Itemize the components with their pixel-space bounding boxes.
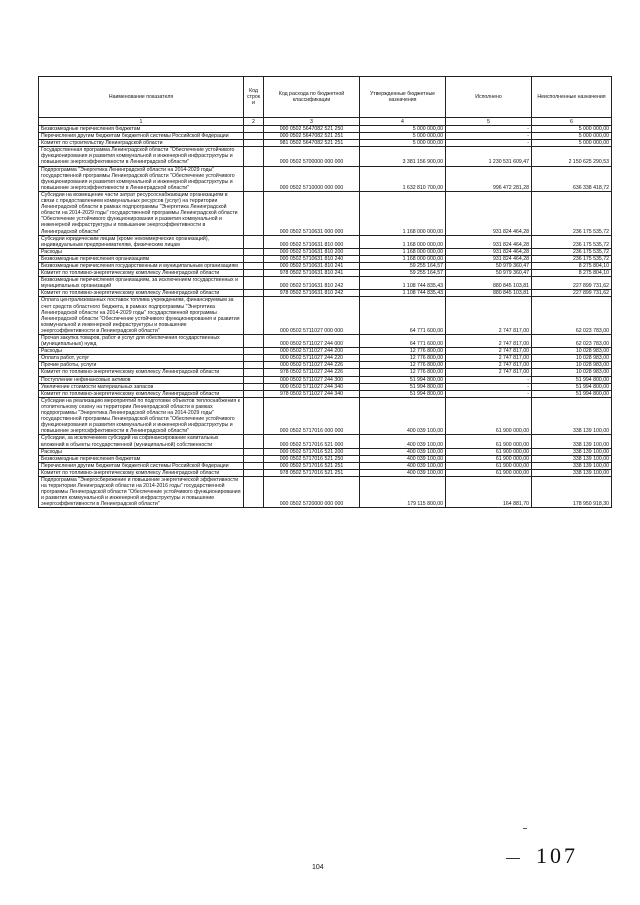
row-name: Оплата централизованных поставок топлива учреждениям, финансируемым за счет средств областного бюджета, в рамках подпрограммы "Энергетика Ленинградской области на 2014-2029 годы" государственной программы Ленинградской области "Обеспечение устойчивого функционирования и развития коммунальной и инженерной инфраструктуры и повышение энергоэффективности в Ленинградской области" <box>39 297 244 335</box>
row-approved: 51 994 800,00 <box>360 383 446 390</box>
table-row <box>39 448 612 455</box>
row-executed: 931 824 464,28 <box>446 191 532 235</box>
row-line-code <box>244 277 264 290</box>
row-approved: 51 994 800,00 <box>360 376 446 383</box>
table-row <box>39 126 612 133</box>
table-row <box>39 147 612 166</box>
row-expense-code: 000 0502 5711027 244 340 <box>264 383 360 390</box>
page-number: 104 <box>312 864 324 871</box>
row-remaining: 338 139 100,00 <box>532 435 612 448</box>
row-remaining: 51 994 800,00 <box>532 390 612 397</box>
row-executed: 880 845 103,81 <box>446 290 532 297</box>
row-name: Расходы <box>39 448 244 455</box>
row-remaining: 236 175 535,72 <box>532 248 612 255</box>
header-row-code: Код строк и <box>244 77 264 118</box>
column-number: 6 <box>532 118 612 126</box>
row-name: Комитет по топливно-энергетическому комплексу Ленинградской области <box>39 369 244 376</box>
row-executed: 61 900 000,00 <box>446 397 532 435</box>
row-approved: 400 039 100,00 <box>360 435 446 448</box>
row-remaining: 227 899 731,62 <box>532 277 612 290</box>
table-row <box>39 455 612 462</box>
row-line-code <box>244 362 264 369</box>
table-row <box>39 297 612 335</box>
row-line-code <box>244 290 264 297</box>
column-number: 2 <box>244 118 264 126</box>
row-expense-code: 978 0502 5710631 810 241 <box>264 270 360 277</box>
table-row <box>39 469 612 476</box>
row-executed: - <box>446 390 532 397</box>
row-line-code <box>244 133 264 140</box>
row-approved: 400 039 100,00 <box>360 455 446 462</box>
row-executed: 50 979 360,47 <box>446 270 532 277</box>
table-row <box>39 270 612 277</box>
row-executed: 61 900 000,00 <box>446 469 532 476</box>
column-number: 1 <box>39 118 244 126</box>
row-approved: 12 776 800,00 <box>360 355 446 362</box>
row-remaining: 338 139 100,00 <box>532 448 612 455</box>
row-approved: 12 776 800,00 <box>360 369 446 376</box>
row-approved: 1 632 810 700,00 <box>360 166 446 191</box>
row-expense-code: 000 0502 5710631 810 200 <box>264 248 360 255</box>
row-expense-code: 978 0502 5717016 521 251 <box>264 469 360 476</box>
header-expense-code: Код расхода по бюджетной классификации <box>264 77 360 118</box>
table-row <box>39 191 612 235</box>
row-name: Прочие работы, услуги <box>39 362 244 369</box>
row-name: Перечисления другим бюджетам бюджетной системы Российской Федерации <box>39 133 244 140</box>
row-executed: 61 900 000,00 <box>446 455 532 462</box>
header-executed: Исполнено <box>446 77 532 118</box>
row-approved: 1 168 000 000,00 <box>360 255 446 262</box>
table-row <box>39 255 612 262</box>
row-remaining: 51 994 800,00 <box>532 383 612 390</box>
row-expense-code: 000 0502 5720000 000 000 <box>264 476 360 507</box>
row-line-code <box>244 335 264 348</box>
row-remaining: 2 150 625 290,53 <box>532 147 612 166</box>
header-approved: Утвержденные бюджетные назначения <box>360 77 446 118</box>
table-row <box>39 277 612 290</box>
sheet-stamp-number: 107 <box>536 843 578 868</box>
row-name: Поступление нефинансовых активов <box>39 376 244 383</box>
row-approved: 5 000 000,00 <box>360 126 446 133</box>
row-remaining: 10 028 983,00 <box>532 369 612 376</box>
row-line-code <box>244 448 264 455</box>
row-approved: 12 776 800,00 <box>360 362 446 369</box>
row-name: Увеличение стоимости материальных запасов <box>39 383 244 390</box>
budget-execution-table <box>38 76 612 508</box>
row-approved: 59 255 164,57 <box>360 262 446 269</box>
row-line-code <box>244 191 264 235</box>
row-expense-code: 000 0502 5700000 000 000 <box>264 147 360 166</box>
row-expense-code: 000 0502 5710631 810 241 <box>264 262 360 269</box>
row-remaining: 8 275 804,10 <box>532 270 612 277</box>
row-expense-code: 000 0502 5711027 244 226 <box>264 362 360 369</box>
row-name: Безвозмездные перечисления организациям, за исключением государственных и муниципальных организаций <box>39 277 244 290</box>
table-row <box>39 397 612 435</box>
row-executed: 996 472 281,28 <box>446 166 532 191</box>
row-remaining: 10 028 983,00 <box>532 355 612 362</box>
table-row <box>39 369 612 376</box>
row-approved: 12 776 800,00 <box>360 348 446 355</box>
table-row <box>39 133 612 140</box>
row-remaining: 636 338 418,72 <box>532 166 612 191</box>
row-expense-code: 000 0502 5710631 810 242 <box>264 277 360 290</box>
row-name: Субсидии на возмещение части затрат ресурсоснабжающим организациям в связи с предоставлением коммунальных ресурсов (услуг) на территории Ленинградской области в рамках подпрограммы "Энергетика Ленинградской области на 2014-2029 годы" государственной программы Ленинградской области "Обеспечение устойчивого функционирования и развития коммунальной и инженерной инфраструктуры и повышение энергоэффективности в Ленинградской области" <box>39 191 244 235</box>
row-approved: 400 039 100,00 <box>360 462 446 469</box>
row-executed: - <box>446 140 532 147</box>
row-name: Субсидии юридическим лицам (кроме некоммерческих организаций), индивидуальным предпринимателям, физическим лицам <box>39 235 244 248</box>
row-approved: 64 771 600,00 <box>360 335 446 348</box>
budget-table-sheet <box>38 76 611 508</box>
row-expense-code: 000 0502 5710631 810 240 <box>264 255 360 262</box>
table-row <box>39 166 612 191</box>
row-line-code <box>244 435 264 448</box>
row-line-code <box>244 397 264 435</box>
row-approved: 179 115 800,00 <box>360 476 446 507</box>
row-approved: 400 039 100,00 <box>360 469 446 476</box>
row-executed: 931 824 464,28 <box>446 235 532 248</box>
row-executed: 61 900 000,00 <box>446 462 532 469</box>
row-remaining: 62 023 783,00 <box>532 297 612 335</box>
row-approved: 1 108 744 835,43 <box>360 277 446 290</box>
row-expense-code: 000 0502 5710631 000 000 <box>264 191 360 235</box>
row-expense-code: 000 0502 5711027 000 000 <box>264 297 360 335</box>
row-expense-code: 978 0502 5711027 244 226 <box>264 369 360 376</box>
row-expense-code: 000 0502 5647082 521 251 <box>264 133 360 140</box>
row-expense-code: 000 0502 5717016 521 251 <box>264 462 360 469</box>
row-expense-code: 000 0502 5717016 521 000 <box>264 435 360 448</box>
table-row <box>39 435 612 448</box>
row-name: Комитет по топливно-энергетическому комплексу Ленинградской области <box>39 469 244 476</box>
row-approved: 5 000 000,00 <box>360 140 446 147</box>
row-name: Комитет по топливно-энергетическому комплексу Ленинградской области <box>39 290 244 297</box>
row-executed: 2 747 817,00 <box>446 348 532 355</box>
row-line-code <box>244 248 264 255</box>
row-line-code <box>244 469 264 476</box>
row-name: Субсидии, за исключением субсидий на софинансирование капитальных вложений в объекты государственной (муниципальной) собственности <box>39 435 244 448</box>
row-remaining: 10 028 983,00 <box>532 348 612 355</box>
column-number: 5 <box>446 118 532 126</box>
row-remaining: 227 899 731,62 <box>532 290 612 297</box>
row-name: Комитет по топливно-энергетическому комплексу Ленинградской области <box>39 270 244 277</box>
table-header-row <box>39 77 612 118</box>
row-line-code <box>244 476 264 507</box>
table-row <box>39 140 612 147</box>
row-executed: - <box>446 376 532 383</box>
row-line-code <box>244 455 264 462</box>
column-number-row <box>39 118 612 126</box>
row-expense-code: 000 0502 5711027 244 200 <box>264 348 360 355</box>
table-row <box>39 355 612 362</box>
header-indicator-name: Наименование показателя <box>39 77 244 118</box>
row-name: Подпрограмма "Энергетика Ленинградской области на 2014-2029 годы" государственной программы Ленинградской области "Обеспечение устойчивого функционирования и развития коммунальной и инженерной инфраструктуры и повышение энергоэффективности в Ленинградской области" <box>39 166 244 191</box>
table-row <box>39 235 612 248</box>
table-row <box>39 348 612 355</box>
row-expense-code: 000 0502 5710000 000 000 <box>264 166 360 191</box>
table-row <box>39 335 612 348</box>
table-row <box>39 248 612 255</box>
row-remaining: 178 950 918,30 <box>532 476 612 507</box>
row-expense-code: 000 0502 5710631 810 000 <box>264 235 360 248</box>
row-approved: 1 168 000 000,00 <box>360 248 446 255</box>
row-name: Безвозмездные перечисления государственным и муниципальным организациям <box>39 262 244 269</box>
row-name: Оплата работ, услуг <box>39 355 244 362</box>
row-executed: 50 979 360,47 <box>446 262 532 269</box>
row-expense-code: 000 0502 5711027 244 000 <box>264 335 360 348</box>
row-line-code <box>244 390 264 397</box>
row-name: Безвозмездные перечисления бюджетам <box>39 126 244 133</box>
row-approved: 5 000 000,00 <box>360 133 446 140</box>
row-expense-code: 000 0502 5711027 244 300 <box>264 376 360 383</box>
row-approved: 64 771 600,00 <box>360 297 446 335</box>
table-row <box>39 290 612 297</box>
row-executed: 2 747 817,00 <box>446 297 532 335</box>
row-line-code <box>244 147 264 166</box>
row-remaining: 236 175 535,72 <box>532 255 612 262</box>
row-expense-code: 000 0502 5717016 521 200 <box>264 448 360 455</box>
table-row <box>39 462 612 469</box>
row-line-code <box>244 383 264 390</box>
row-name: Субсидии на реализацию мероприятий по подготовке объектов теплоснабжения к отопительному сезону на территории Ленинградской области в рамках подпрограммы "Энергетика Ленинградской области на 2014-2029 годы" государственной программы Ленинградской области "Обеспечение устойчивого функционирования и развития коммунальной и инженерной инфраструктуры и повышение энергоэффективности в Ленинградской области" <box>39 397 244 435</box>
row-name: Безвозмездные перечисления организациям <box>39 255 244 262</box>
row-remaining: 236 175 535,72 <box>532 235 612 248</box>
row-name: Комитет по строительству Ленинградской области <box>39 140 244 147</box>
row-executed: - <box>446 383 532 390</box>
margin-mark <box>523 828 527 829</box>
table-row <box>39 362 612 369</box>
row-remaining: 236 175 535,72 <box>532 191 612 235</box>
row-executed: 931 824 464,28 <box>446 255 532 262</box>
row-line-code <box>244 126 264 133</box>
row-executed: 1 230 531 609,47 <box>446 147 532 166</box>
row-expense-code: 000 0502 5717016 521 250 <box>264 455 360 462</box>
row-expense-code: 000 0502 5717016 000 000 <box>264 397 360 435</box>
row-line-code <box>244 376 264 383</box>
row-executed: 164 881,70 <box>446 476 532 507</box>
row-approved: 1 108 744 835,43 <box>360 290 446 297</box>
stamp-dash <box>506 858 520 859</box>
row-line-code <box>244 262 264 269</box>
table-row <box>39 383 612 390</box>
row-name: Прочая закупка товаров, работ и услуг для обеспечения государственных (муниципальных) нужд <box>39 335 244 348</box>
row-remaining: 62 023 783,00 <box>532 335 612 348</box>
table-row <box>39 390 612 397</box>
row-approved: 59 255 164,57 <box>360 270 446 277</box>
row-name: Безвозмездные перечисления бюджетам <box>39 455 244 462</box>
row-name: Подпрограмма "Энергосбережение и повышение энергетической эффективности на территории Ленинградской области на 2014-2016 годы" государственной программы Ленинградской области "Обеспечение устойчивого функционирования и развития коммунальной и инженерной инфраструктуры и повышение энергоэффективности в Ленинградской области" <box>39 476 244 507</box>
row-remaining: 338 139 100,00 <box>532 397 612 435</box>
row-executed: 2 747 817,00 <box>446 355 532 362</box>
row-remaining: 338 139 100,00 <box>532 462 612 469</box>
row-remaining: 51 994 800,00 <box>532 376 612 383</box>
row-expense-code: 978 0502 5710631 810 242 <box>264 290 360 297</box>
header-remaining: Неисполненные назначения <box>532 77 612 118</box>
row-remaining: 5 000 000,00 <box>532 140 612 147</box>
row-approved: 1 168 000 000,00 <box>360 235 446 248</box>
table-body <box>39 126 612 508</box>
column-number: 3 <box>264 118 360 126</box>
table-row <box>39 376 612 383</box>
row-executed: - <box>446 133 532 140</box>
column-number: 4 <box>360 118 446 126</box>
row-line-code <box>244 297 264 335</box>
row-remaining: 5 000 000,00 <box>532 133 612 140</box>
row-line-code <box>244 166 264 191</box>
row-executed: 880 845 103,81 <box>446 277 532 290</box>
row-name: Расходы <box>39 348 244 355</box>
row-remaining: 8 275 804,10 <box>532 262 612 269</box>
row-line-code <box>244 369 264 376</box>
row-expense-code: 978 0502 5711027 244 340 <box>264 390 360 397</box>
row-line-code <box>244 462 264 469</box>
row-line-code <box>244 235 264 248</box>
row-line-code <box>244 140 264 147</box>
row-expense-code: 981 0502 5647082 521 251 <box>264 140 360 147</box>
row-executed: 2 747 817,00 <box>446 335 532 348</box>
row-executed: 2 747 817,00 <box>446 369 532 376</box>
row-remaining: 10 028 983,00 <box>532 362 612 369</box>
table-row <box>39 476 612 507</box>
row-name: Государственная программа Ленинградской области "Обеспечение устойчивого функционирования и развития коммунальной и инженерной инфраструктуры и повышение энергоэффективности в Ленинградской области" <box>39 147 244 166</box>
row-line-code <box>244 270 264 277</box>
row-executed: 61 900 000,00 <box>446 448 532 455</box>
row-executed: 2 747 817,00 <box>446 362 532 369</box>
table-row <box>39 262 612 269</box>
row-executed: 931 824 464,28 <box>446 248 532 255</box>
row-line-code <box>244 348 264 355</box>
row-remaining: 338 139 100,00 <box>532 469 612 476</box>
row-executed: 61 900 000,00 <box>446 435 532 448</box>
row-name: Перечисления другим бюджетам бюджетной системы Российской Федерации <box>39 462 244 469</box>
row-name: Расходы <box>39 248 244 255</box>
row-expense-code: 000 0502 5711027 244 220 <box>264 355 360 362</box>
row-line-code <box>244 355 264 362</box>
row-approved: 51 994 800,00 <box>360 390 446 397</box>
row-remaining: 338 139 100,00 <box>532 455 612 462</box>
row-remaining: 5 000 000,00 <box>532 126 612 133</box>
row-executed: - <box>446 126 532 133</box>
row-line-code <box>244 255 264 262</box>
row-expense-code: 000 0502 5647082 521 250 <box>264 126 360 133</box>
row-approved: 1 168 000 000,00 <box>360 191 446 235</box>
row-approved: 400 039 100,00 <box>360 448 446 455</box>
row-approved: 3 381 156 900,00 <box>360 147 446 166</box>
row-name: Комитет по топливно-энергетическому комплексу Ленинградской области <box>39 390 244 397</box>
row-approved: 400 039 100,00 <box>360 397 446 435</box>
